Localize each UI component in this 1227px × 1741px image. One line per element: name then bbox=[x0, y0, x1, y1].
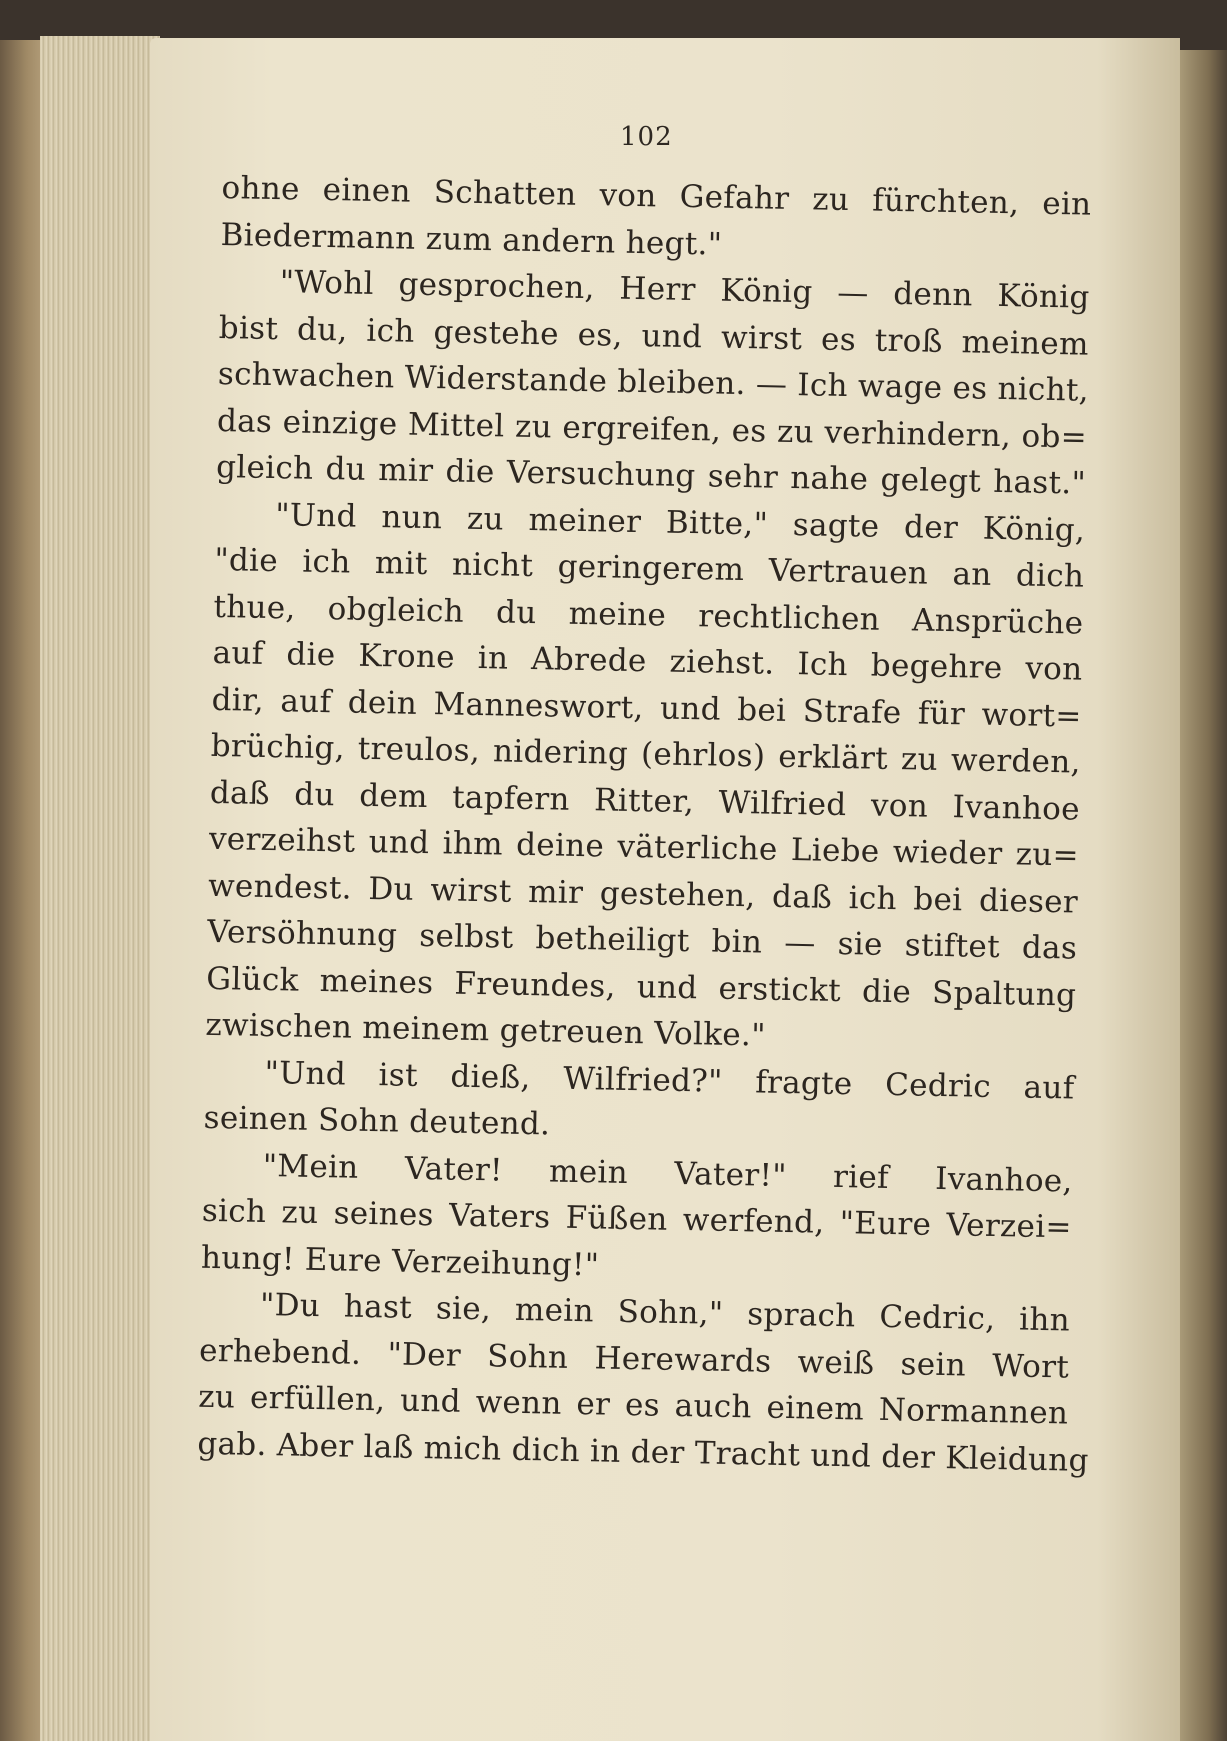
text-line: daß du dem tapfern Ritter, Wilfried von Ivanhoe bbox=[209, 774, 1081, 828]
text-line: Versöhnung selbst betheiligt bin — sie stiftet das bbox=[206, 913, 1078, 967]
right-gutter bbox=[1180, 50, 1227, 1741]
text-line: thue, obgleich du meine rechtlichen Ansprüche bbox=[213, 588, 1084, 642]
page-edges bbox=[40, 36, 160, 1741]
text-line: "Und ist dieß, Wilfried?" fragte Cedric auf bbox=[264, 1054, 1075, 1107]
text-line: bist du, ich gestehe es, und wirst es troß meinem bbox=[218, 309, 1090, 363]
text-line: ohne einen Schatten von Gefahr zu fürchten, ein bbox=[221, 169, 1092, 223]
body-text bbox=[197, 165, 1092, 1483]
text-line: schwachen Widerstande bleiben. — Ich wage es nicht, bbox=[217, 355, 1090, 409]
text-line: verzeihst und ihm deine väterliche Liebe wieder zu= bbox=[208, 820, 1080, 874]
text-line: Biedermann zum andern hegt." bbox=[220, 216, 723, 263]
text-line: "Mein Vater! mein Vater!" rief Ivanhoe, bbox=[262, 1147, 1073, 1200]
text-line: wendest. Du wirst mir gestehen, daß ich bei dieser bbox=[207, 867, 1079, 921]
text-line: "Du hast sie, mein Sohn," sprach Cedric, ihn bbox=[259, 1286, 1071, 1339]
text-line: brüchig, treulos, nidering (ehrlos) erklärt zu werden, bbox=[210, 727, 1082, 781]
text-line: auf die Krone in Abrede ziehst. Ich begehre von bbox=[212, 634, 1083, 688]
text-line: seinen Sohn deutend. bbox=[203, 1099, 551, 1143]
text-line: zwischen meinem getreuen Volke." bbox=[205, 1006, 767, 1054]
page-number: 102 bbox=[620, 122, 673, 152]
text-line: gleich du mir die Versuchung sehr nahe gelegt hast." bbox=[215, 448, 1087, 502]
text-line: erhebend. "Der Sohn Herewards weiß sein Wort bbox=[198, 1332, 1070, 1385]
text-line: "Und nun zu meiner Bitte," sagte der König, bbox=[274, 496, 1086, 549]
text-line: gab. Aber laß mich dich in der Tracht und der Kleidung bbox=[197, 1425, 1090, 1479]
text-line: Glück meines Freundes, und erstickt die Spaltung bbox=[206, 960, 1077, 1014]
text-line: dir, auf dein Manneswort, und bei Strafe für wort= bbox=[211, 681, 1082, 735]
text-line: "die ich mit nicht geringerem Vertrauen an dich bbox=[214, 541, 1085, 595]
text-line: das einzige Mittel zu ergreifen, es zu verhindern, ob= bbox=[216, 402, 1088, 456]
text-line: zu erfüllen, und wenn er es auch einem Normannen bbox=[198, 1378, 1069, 1432]
text-line: "Wohl gesprochen, Herr König — denn König bbox=[279, 264, 1090, 316]
text-line: sich zu seines Vaters Füßen werfend, "Eure Verzei= bbox=[201, 1192, 1073, 1246]
text-line: hung! Eure Verzeihung!" bbox=[200, 1239, 600, 1283]
